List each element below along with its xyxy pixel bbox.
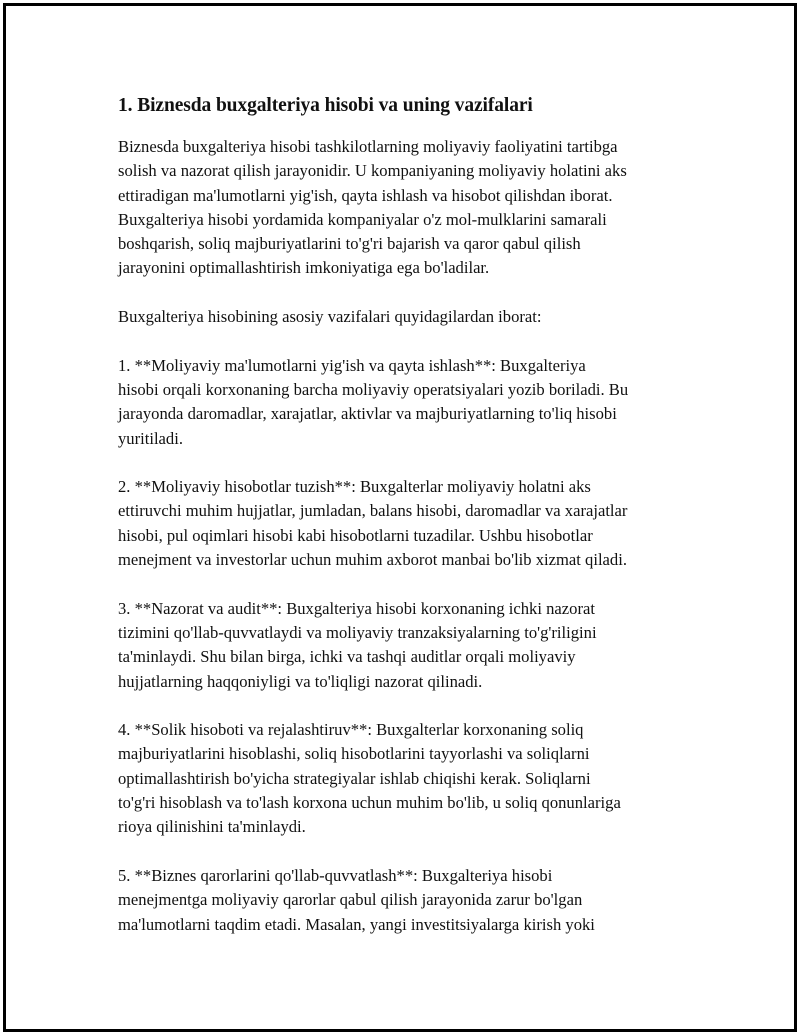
text-line: Biznesda buxgalteriya hisobi tashkilotlarning moliyaviy faoliyatini tartibga — [118, 137, 618, 156]
text-line: menejmentga moliyaviy qarorlar qabul qilish jarayonida zarur bo'lgan — [118, 890, 583, 910]
text-line: menejment va investorlar uchun muhim axborot manbai bo'lib xizmat qiladi. — [118, 550, 627, 570]
text-line: solish va nazorat qilish jarayonidir. U kompaniyaning moliyaviy holatini aks — [118, 161, 627, 181]
text-line: rioya qilinishini ta'minlaydi. — [118, 817, 306, 837]
text-line: Buxgalteriya hisobining asosiy vazifalari quyidagilardan iborat: — [118, 307, 542, 327]
text-line: jarayonini optimallashtirish imkoniyatiga ega bo'ladilar. — [118, 258, 490, 278]
text-line: jarayonda daromadlar, xarajatlar, aktivlar va majburiyatlarning to'liq hisobi — [118, 404, 617, 424]
paragraph-item-1 — [118, 354, 698, 451]
paragraph-item-3 — [118, 597, 698, 694]
text-line: optimallashtirish bo'yicha strategiyalar ishlab chiqishi kerak. Soliqlarni — [118, 768, 591, 788]
text-line: majburiyatlarini hisoblashi, soliq hisobotlarini tayyorlashi va soliqlarni — [118, 744, 590, 764]
text-line: boshqarish, soliq majburiyatlarini to'g'ri bajarish va qaror qabul qilish — [118, 234, 581, 254]
text-line: yuritiladi. — [118, 428, 183, 448]
text-line: Buxgalteriya hisobi yordamida kompaniyalar o'z mol-mulklarini samarali — [118, 209, 607, 229]
paragraph-item-5 — [118, 864, 698, 937]
text-line: 1. **Moliyaviy ma'lumotlarni yig'ish va qayta ishlash**: Buxgalteriya — [118, 355, 586, 375]
text-line: 4. **Solik hisoboti va rejalashtiruv**: Buxgalterlar korxonaning soliq — [118, 720, 584, 740]
text-line: ta'minlaydi. Shu bilan birga, ichki va tashqi auditlar orqali moliyaviy — [118, 647, 576, 667]
text-line: hisobi orqali korxonaning barcha moliyaviy operatsiyalari yozib boriladi. Bu — [118, 379, 629, 399]
text-line: ma'lumotlarni taqdim etadi. Masalan, yangi investitsiyalarga kirish yoki — [118, 914, 595, 934]
text-line: 2. **Moliyaviy hisobotlar tuzish**: Buxgalterlar moliyaviy holatni aks — [118, 477, 591, 497]
paragraph-item-4 — [118, 718, 698, 839]
text-line: 3. **Nazorat va audit**: Buxgalteriya hisobi korxonaning ichki nazorat — [118, 598, 595, 618]
paragraph-item-2 — [118, 475, 698, 572]
text-line: to'g'ri hisoblash va to'lash korxona uchun muhim bo'lib, u soliq qonunlariga — [118, 793, 621, 813]
paragraph-intro — [118, 135, 698, 281]
text-line: tizimini qo'llab-quvvatlaydi va moliyaviy tranzaksiyalarning to'g'riligini — [118, 622, 597, 642]
text-line: ettiradigan ma'lumotlarni yig'ish, qayta ishlash va hisobot qilishdan iborat. — [118, 185, 613, 205]
text-line: hisobi, pul oqimlari hisobi kabi hisobotlarni tuzadilar. Ushbu hisobotlar — [118, 525, 593, 545]
document-body — [118, 93, 698, 961]
text-line: 5. **Biznes qarorlarini qo'llab-quvvatlash**: Buxgalteriya hisobi — [118, 865, 553, 885]
paragraph-list-intro — [118, 305, 698, 329]
text-line: ettiruvchi muhim hujjatlar, jumladan, balans hisobi, daromadlar va xarajatlar — [118, 501, 628, 521]
section-heading: 1. Biznesda buxgalteriya hisobi va uning vazifalari — [118, 95, 533, 116]
text-line: hujjatlarning haqqoniyligi va to'liqligi nazorat qilinadi. — [118, 671, 483, 691]
